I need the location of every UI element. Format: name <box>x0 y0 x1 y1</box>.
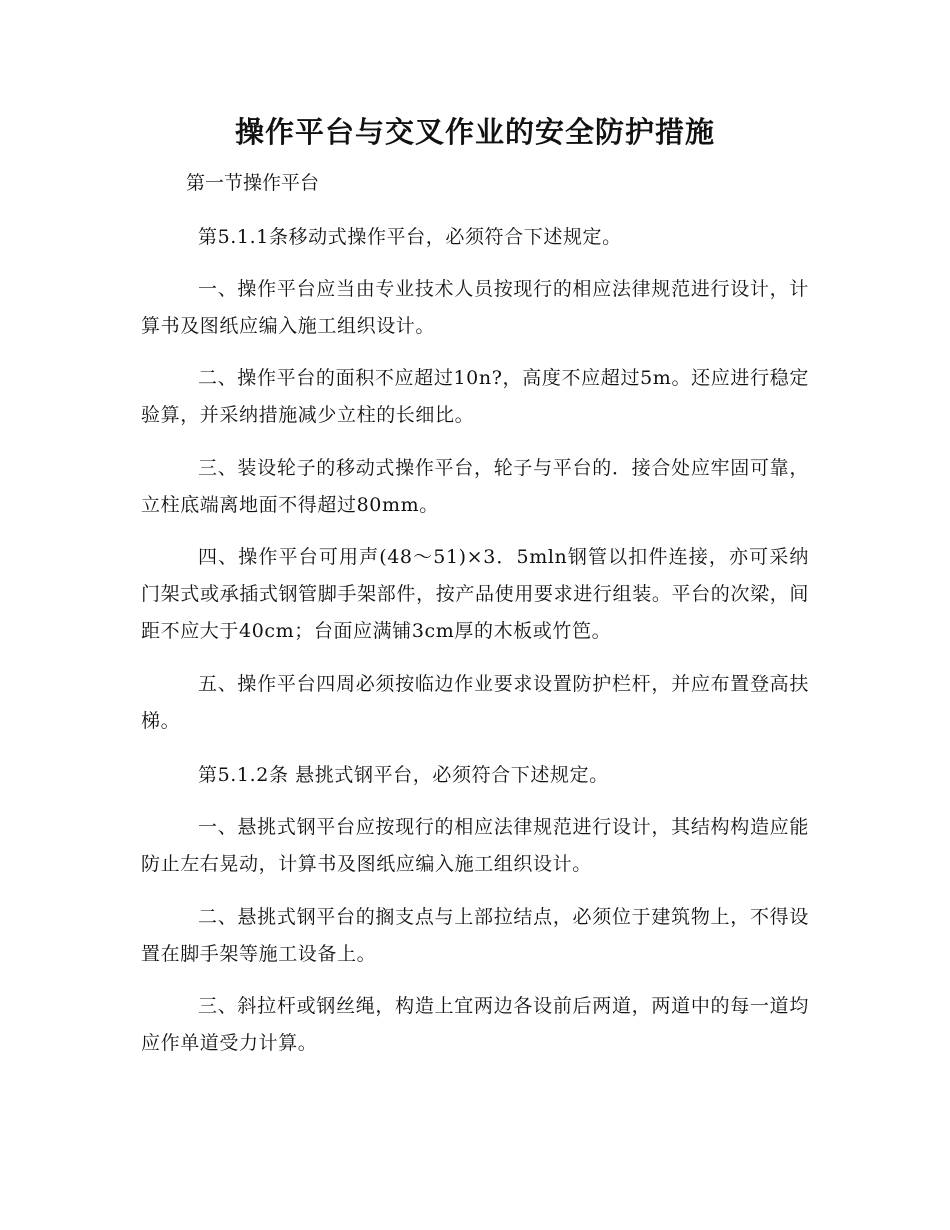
paragraph-platform-design: 一、操作平台应当由专业技术人员按现行的相应法律规范进行设计，计算书及图纸应编入施工组织设计。 <box>141 278 809 337</box>
paragraph-platform-steel-pipes: 四、操作平台可用声(48～51)×3．5mln钢管以扣件连接，亦可采纳门架式或承插式钢管脚手架部件，按产品使用要求进行组装。平台的次梁，间距不应大于40cm；台面应满铺3cm厚的木板或竹笆。 <box>141 546 809 642</box>
paragraph-platform-railings: 五、操作平台四周必须按临边作业要求设置防护栏杆，并应布置登高扶梯。 <box>141 673 809 732</box>
paragraph-cantilever-support: 二、悬挑式钢平台的搁支点与上部拉结点，必须位于建筑物上，不得设置在脚手架等施工设备上。 <box>141 906 809 965</box>
paragraph-article-5-1-1: 第5.1.1条移动式操作平台，必须符合下述规定。 <box>198 226 622 248</box>
paragraph-article-5-1-2: 第5.1.2条 悬挑式钢平台，必须符合下述规定。 <box>198 764 609 786</box>
paragraph-cantilever-design: 一、悬挑式钢平台应按现行的相应法律规范进行设计，其结构构造应能防止左右晃动，计算书及图纸应编入施工组织设计。 <box>141 816 809 875</box>
document-title: 操作平台与交叉作业的安全防护措施 <box>234 115 715 149</box>
paragraph-platform-wheels: 三、装设轮子的移动式操作平台，轮子与平台的．接合处应牢固可靠，立柱底端离地面不得超过80mm。 <box>141 457 809 516</box>
paragraph-platform-area: 二、操作平台的面积不应超过10n?，高度不应超过5m。还应进行稳定验算，并采纳措施减少立柱的长细比。 <box>141 367 809 426</box>
section-heading: 第一节操作平台 <box>186 172 320 194</box>
paragraph-cantilever-cables: 三、斜拉杆或钢丝绳，构造上宜两边各设前后两道，两道中的每一道均应作单道受力计算。 <box>141 995 809 1054</box>
